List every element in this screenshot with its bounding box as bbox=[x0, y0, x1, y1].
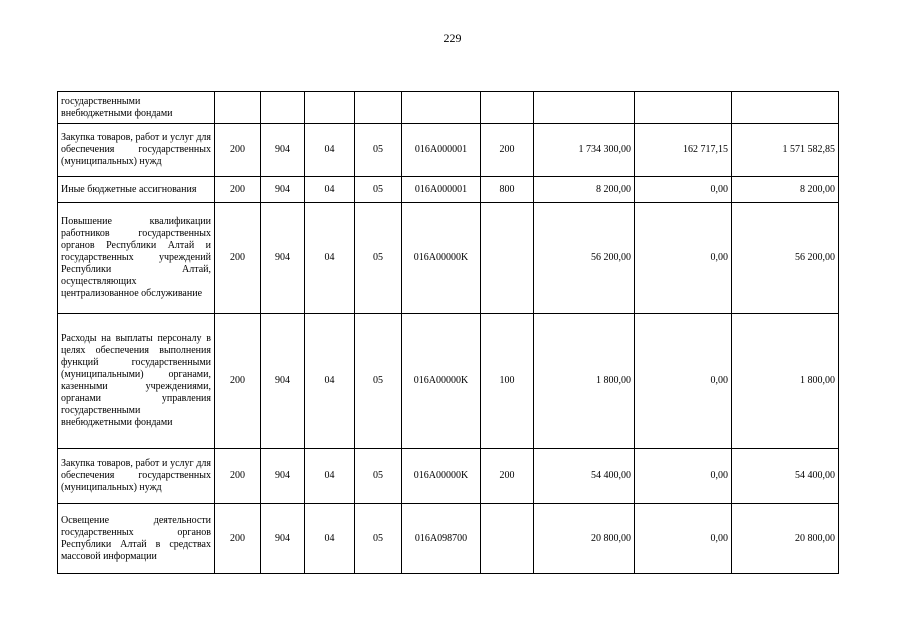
expense-type-code: 200 bbox=[481, 449, 534, 504]
subsection-code: 05 bbox=[355, 124, 402, 177]
code-1: 200 bbox=[215, 449, 261, 504]
code-1: 200 bbox=[215, 203, 261, 314]
expense-type-code bbox=[481, 92, 534, 124]
target-article-code: 016A000001 bbox=[402, 124, 481, 177]
row-description: Закупка товаров, работ и услуг для обеспечения государственных (муниципальных) нужд bbox=[58, 449, 215, 504]
table-row bbox=[58, 314, 839, 449]
code-1: 200 bbox=[215, 504, 261, 574]
target-article-code: 016A00000K bbox=[402, 203, 481, 314]
section-code: 04 bbox=[305, 177, 355, 203]
section-code: 04 bbox=[305, 449, 355, 504]
section-code: 04 bbox=[305, 124, 355, 177]
table-row bbox=[58, 504, 839, 574]
target-article-code: 016A000001 bbox=[402, 177, 481, 203]
page-number: 229 bbox=[443, 31, 462, 45]
target-article-code: 016A00000K bbox=[402, 314, 481, 449]
table-row bbox=[58, 449, 839, 504]
row-description: Освещение деятельности государственных органов Республики Алтай в средствах массовой информации bbox=[58, 504, 215, 574]
amount-remaining: 56 200,00 bbox=[732, 203, 839, 314]
amount-remaining bbox=[732, 92, 839, 124]
amount-remaining: 20 800,00 bbox=[732, 504, 839, 574]
amount-executed bbox=[635, 92, 732, 124]
section-code: 04 bbox=[305, 314, 355, 449]
code-2: 904 bbox=[261, 504, 305, 574]
expense-type-code: 200 bbox=[481, 124, 534, 177]
amount-remaining: 54 400,00 bbox=[732, 449, 839, 504]
amount-executed: 0,00 bbox=[635, 203, 732, 314]
amount-executed: 0,00 bbox=[635, 504, 732, 574]
amount-planned bbox=[534, 92, 635, 124]
subsection-code: 05 bbox=[355, 177, 402, 203]
subsection-code: 05 bbox=[355, 449, 402, 504]
amount-planned: 8 200,00 bbox=[534, 177, 635, 203]
expense-type-code: 800 bbox=[481, 177, 534, 203]
amount-planned: 1 734 300,00 bbox=[534, 124, 635, 177]
row-description: Иные бюджетные ассигнования bbox=[58, 177, 215, 203]
amount-planned: 1 800,00 bbox=[534, 314, 635, 449]
table-row bbox=[58, 124, 839, 177]
amount-remaining: 1 800,00 bbox=[732, 314, 839, 449]
section-code bbox=[305, 92, 355, 124]
table-row bbox=[58, 203, 839, 314]
expense-type-code bbox=[481, 504, 534, 574]
expense-type-code: 100 bbox=[481, 314, 534, 449]
amount-executed: 0,00 bbox=[635, 177, 732, 203]
subsection-code: 05 bbox=[355, 504, 402, 574]
subsection-code: 05 bbox=[355, 203, 402, 314]
table-body bbox=[58, 92, 839, 574]
row-description: государственными внебюджетными фондами bbox=[58, 92, 215, 124]
code-2: 904 bbox=[261, 177, 305, 203]
row-description: Расходы на выплаты персоналу в целях обеспечения выполнения функций государственными (муниципальными) органами, казенными учреждениями, органами управления государственными внебюджетными фондами bbox=[58, 314, 215, 449]
amount-planned: 20 800,00 bbox=[534, 504, 635, 574]
row-description: Повышение квалификации работников государственных органов Республики Алтай и государственных учреждений Республики Алтай, осуществляющих централизованное обслуживание bbox=[58, 203, 215, 314]
code-2 bbox=[261, 92, 305, 124]
code-2: 904 bbox=[261, 449, 305, 504]
row-description: Закупка товаров, работ и услуг для обеспечения государственных (муниципальных) нужд bbox=[58, 124, 215, 177]
code-1: 200 bbox=[215, 177, 261, 203]
code-2: 904 bbox=[261, 314, 305, 449]
budget-table bbox=[57, 91, 839, 574]
target-article-code bbox=[402, 92, 481, 124]
amount-planned: 54 400,00 bbox=[534, 449, 635, 504]
table-row bbox=[58, 92, 839, 124]
amount-executed: 0,00 bbox=[635, 314, 732, 449]
section-code: 04 bbox=[305, 203, 355, 314]
code-2: 904 bbox=[261, 124, 305, 177]
code-1: 200 bbox=[215, 124, 261, 177]
section-code: 04 bbox=[305, 504, 355, 574]
subsection-code: 05 bbox=[355, 314, 402, 449]
target-article-code: 016A098700 bbox=[402, 504, 481, 574]
amount-remaining: 1 571 582,85 bbox=[732, 124, 839, 177]
amount-remaining: 8 200,00 bbox=[732, 177, 839, 203]
code-1: 200 bbox=[215, 314, 261, 449]
amount-planned: 56 200,00 bbox=[534, 203, 635, 314]
table-row bbox=[58, 177, 839, 203]
amount-executed: 0,00 bbox=[635, 449, 732, 504]
target-article-code: 016A00000K bbox=[402, 449, 481, 504]
code-1 bbox=[215, 92, 261, 124]
amount-executed: 162 717,15 bbox=[635, 124, 732, 177]
expense-type-code bbox=[481, 203, 534, 314]
code-2: 904 bbox=[261, 203, 305, 314]
subsection-code bbox=[355, 92, 402, 124]
